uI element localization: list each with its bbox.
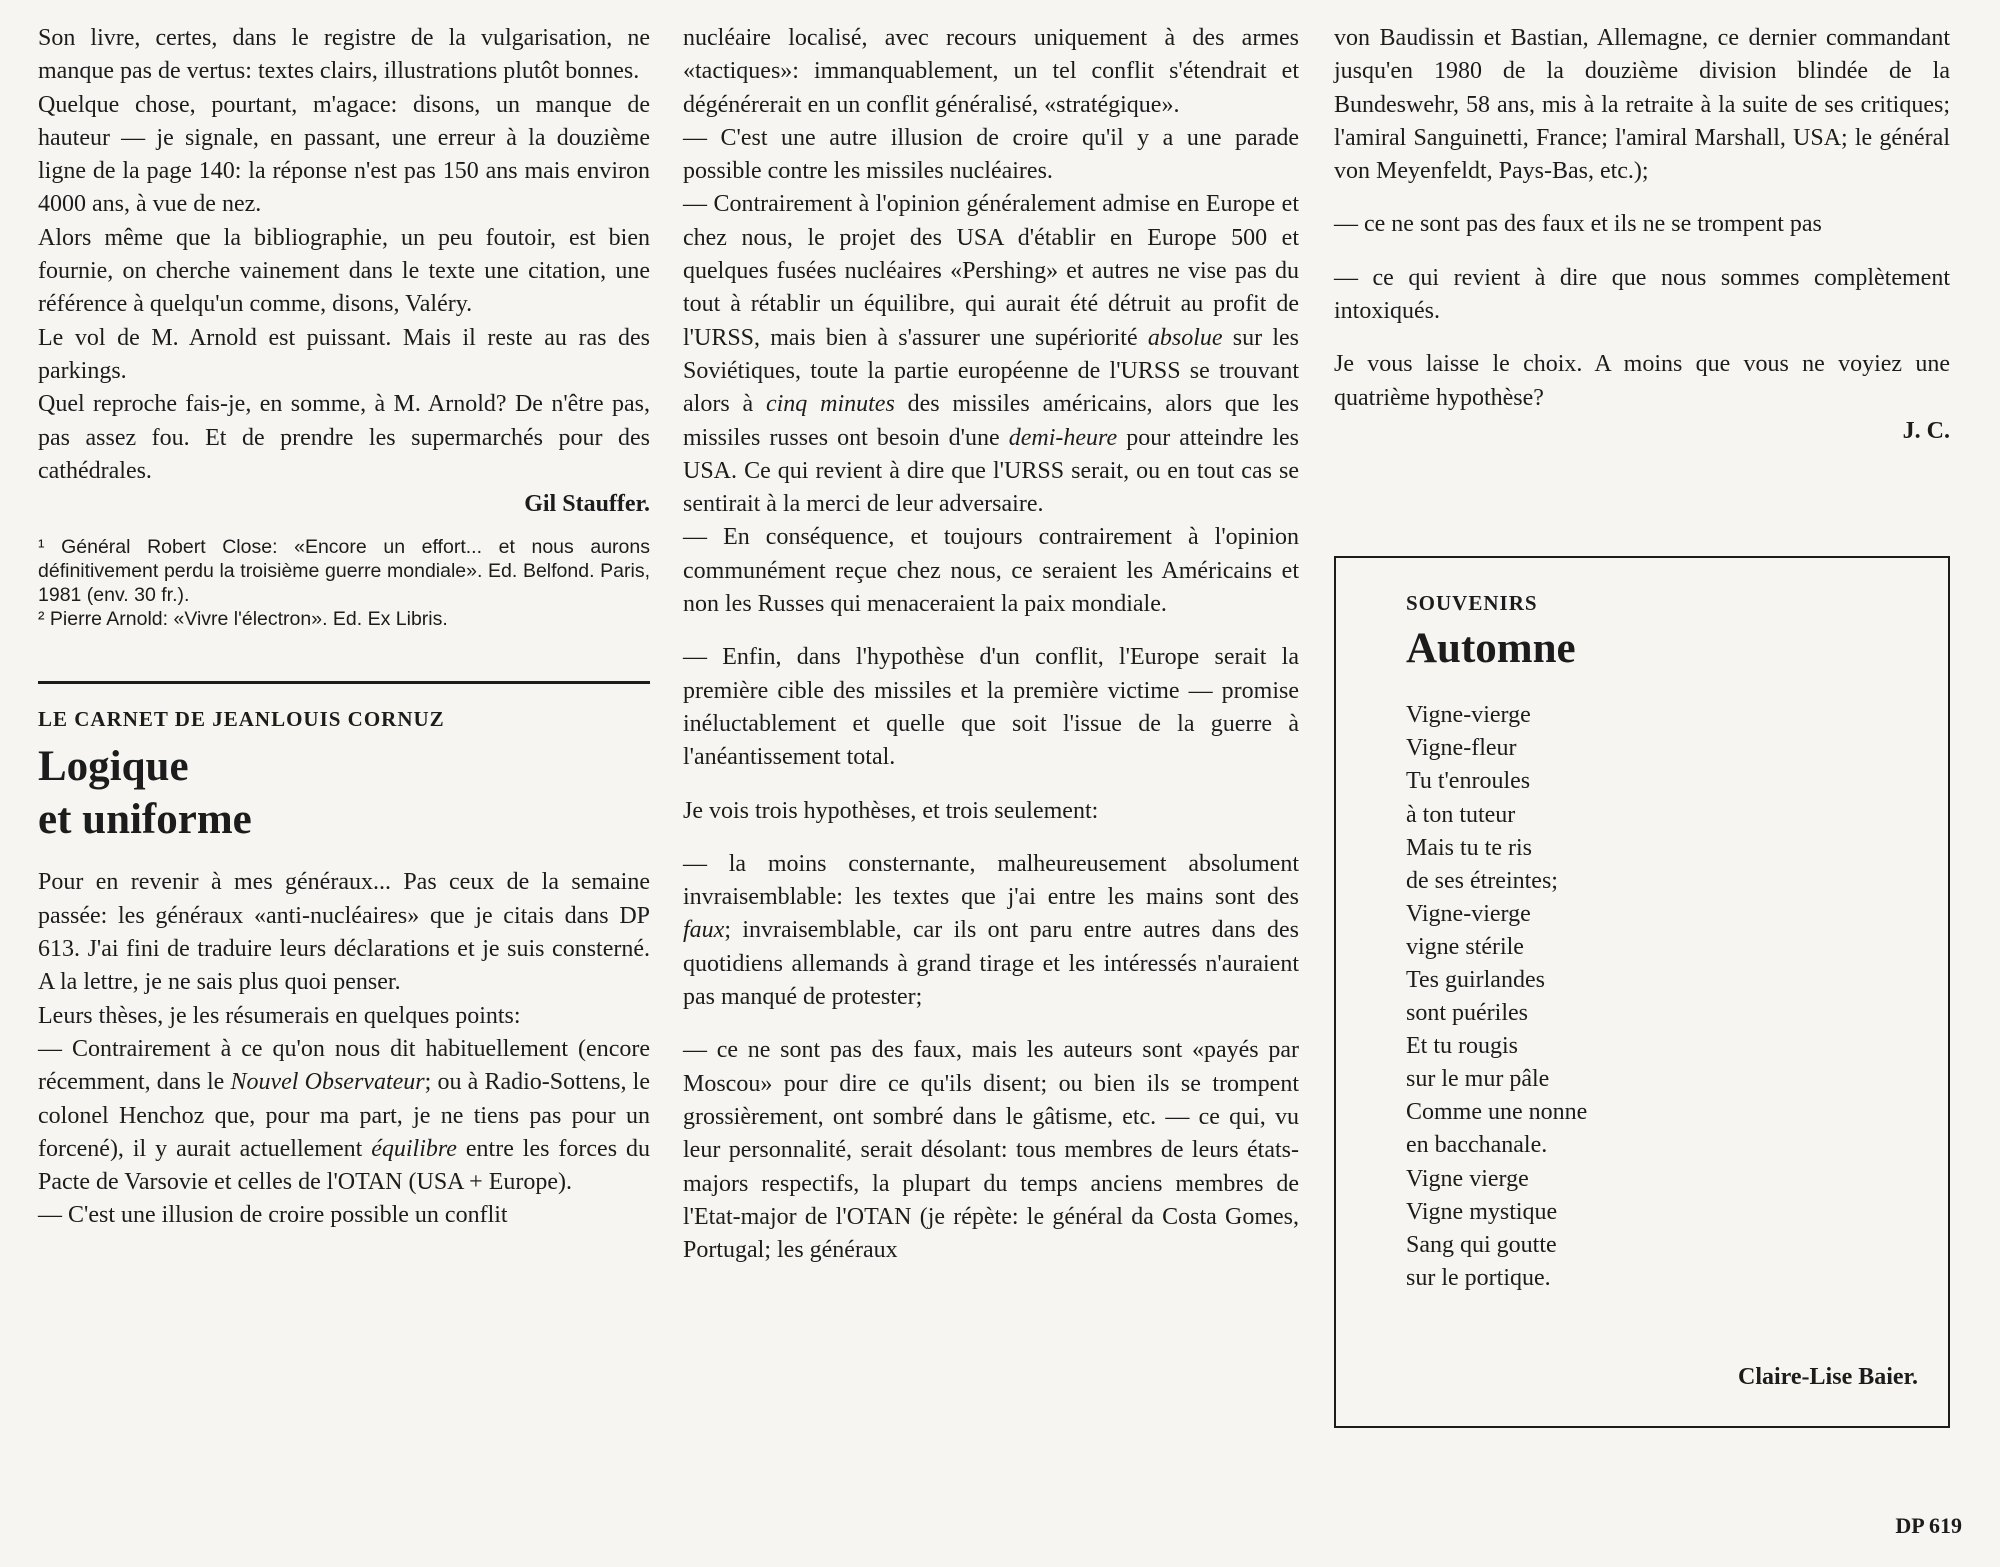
- poem-title: Automne: [1406, 625, 1576, 673]
- poem-line: en bacchanale.: [1406, 1132, 1548, 1159]
- poem-line: Sang qui goutte: [1406, 1231, 1557, 1258]
- section-divider: [38, 681, 650, 684]
- footnote-2: ² Pierre Arnold: «Vivre l'électron». Ed. Ex Libris.: [38, 608, 448, 631]
- paragraph: Quel reproche fais-je, en somme, à M. Arnold? De n'être pas, pas assez fou. Et de prendre les supermarchés pour des cathédrales.: [38, 391, 650, 484]
- hypothesis-1: — la moins consternante, malheureusement absolument invraisemblable: les textes que j'ai entre les mains sont des faux; invraisemblable, car ils ont paru entre autres dans des quotidiens allemands à grand tirage et les intéressés n'auraient pas manqué de protester;: [683, 850, 1299, 1011]
- paragraph: Leurs thèses, je les résumerais en quelques points:: [38, 1002, 521, 1029]
- poem-line: Vigne-fleur: [1406, 735, 1517, 762]
- hypothesis-2-end: von Baudissin et Bastian, Allemagne, ce dernier commandant jusqu'en 1980 de la douzième division blindée de la Bundeswehr, 58 ans, mis à la retraite à la suite de ses critiques; l'amiral Sanguinetti, France; l'amiral Marshall, USA; le général von Meyenfeldt, Pays-Bas, etc.);: [1334, 25, 1950, 185]
- article-title-line-1: Logique: [38, 743, 189, 791]
- section-kicker: LE CARNET DE JEANLOUIS CORNUZ: [38, 707, 445, 732]
- poem-box: [1334, 556, 1950, 1428]
- point-2-start: — C'est une illusion de croire possible un conflit: [38, 1202, 508, 1229]
- point-5: — En conséquence, et toujours contrairement à l'opinion communément reçue chez nous, ce seraient les Américains et non les Russes qui menaceraient la paix mondiale.: [683, 524, 1299, 618]
- point-6: — Enfin, dans l'hypothèse d'un conflit, l'Europe serait la première cible des missiles et la première victime — promise inéluctablement et quelle que soit l'issue de la guerre à l'anéantissement total.: [683, 644, 1299, 771]
- page-number: DP 619: [1895, 1513, 1962, 1538]
- paragraph: Alors même que la bibliographie, un peu foutoir, est bien fournie, on cherche vainement dans le texte une citation, une référence à quelqu'un comme, disons, Valéry.: [38, 224, 650, 318]
- poem-line: Tes guirlandes: [1406, 967, 1545, 994]
- point-4: — Contrairement à l'opinion généralement admise en Europe et chez nous, le projet des USA d'établir en Europe 500 et quelques fusées nucléaires «Pershing» et autres ne vise pas du tout à rétablir un équilibre, qui aurait été détruit au profit de l'URSS, mais bien à s'assurer une supériorité absolue sur les Soviétiques, toute la partie européenne de l'URSS se trouvant alors à cinq minutes des missiles américains, alors que les missiles russes ont besoin d'une demi-heure pour atteindre les USA. Ce qui revient à dire que l'URSS serait, ou en tout cas se sentirait à la merci de leur adversaire.: [683, 191, 1300, 518]
- signature-gil-stauffer: Gil Stauffer.: [524, 491, 650, 518]
- poem-line: vigne stérile: [1406, 933, 1524, 960]
- signature-jc: J. C.: [1902, 417, 1950, 444]
- column-3: [1334, 22, 1950, 1428]
- hypothesis-2-start: — ce ne sont pas des faux, mais les auteurs sont «payés par Moscou» pour dire ce qu'ils disent; ou bien ils se trompent grossièrement, ont sombré dans le gâtisme, etc. — ce qui, vu leur personnalité, serait désolant: tous membres de leurs états-majors respectifs, la plupart du temps anciens membres de l'Etat-major de l'OTAN (je répète: le général da Costa Gomes, Portugal; les généraux: [683, 1037, 1299, 1264]
- closing-paragraph: Je vous laisse le choix. A moins que vous ne voyiez une quatrième hypothèse?: [1334, 351, 1950, 411]
- column-2: [683, 22, 1299, 1267]
- poem-line: Mais tu te ris: [1406, 834, 1532, 861]
- poem-line: Vigne-vierge: [1406, 702, 1531, 729]
- poem-line: sont puériles: [1406, 1000, 1528, 1027]
- paragraph: Quelque chose, pourtant, m'agace: disons, un manque de hauteur — je signale, en passant, une erreur à la douzième ligne de la page 140: la réponse n'est pas 150 ans mais environ 4000 ans, à vue de nez.: [38, 91, 650, 218]
- poem-line: de ses étreintes;: [1406, 867, 1558, 894]
- poem-line: Vigne mystique: [1406, 1198, 1558, 1225]
- poem-kicker: SOUVENIRS: [1406, 591, 1538, 616]
- paragraph: Pour en revenir à mes généraux... Pas ceux de la semaine passée: les généraux «anti-nucléaires» que je citais dans DP 613. J'ai fini de traduire leurs déclarations et je suis consterné. A la lettre, je ne sais plus quoi penser.: [38, 869, 650, 996]
- footnotes: [38, 535, 650, 631]
- poem-line: Vigne vierge: [1406, 1165, 1529, 1192]
- footnote-1: ¹ Général Robert Close: «Encore un effort... et nous aurons définitivement perdu la troisième guerre mondiale». Ed. Belfond. Paris, 1981 (env. 30 fr.).: [38, 536, 650, 607]
- column-1: [38, 22, 650, 1233]
- poem-line: Vigne-vierge: [1406, 900, 1531, 927]
- poem-line: sur le mur pâle: [1406, 1066, 1550, 1093]
- hypothesis-3: — ce ne sont pas des faux et ils ne se trompent pas: [1334, 211, 1822, 238]
- poem-line: sur le portique.: [1406, 1264, 1551, 1291]
- paragraph: Son livre, certes, dans le registre de la vulgarisation, ne manque pas de vertus: textes clairs, illustrations plutôt bonnes.: [38, 25, 650, 85]
- article-title: [38, 740, 650, 846]
- point-3: — C'est une autre illusion de croire qu'il y a une parade possible contre les missiles nucléaires.: [683, 124, 1299, 185]
- poem-body: [1406, 699, 1918, 1295]
- hypotheses-intro: Je vois trois hypothèses, et trois seulement:: [683, 797, 1099, 824]
- paragraph: Le vol de M. Arnold est puissant. Mais il reste au ras des parkings.: [38, 324, 650, 384]
- poem-line: Comme une nonne: [1406, 1099, 1588, 1126]
- hypothesis-4: — ce qui revient à dire que nous sommes complètement intoxiqués.: [1334, 264, 1950, 325]
- poem-author: Claire-Lise Baier.: [1738, 1363, 1918, 1390]
- point-2-end: nucléaire localisé, avec recours uniquement à des armes «tactiques»: immanquablement, un tel conflit s'étendrait et dégénérerait en un conflit généralisé, «stratégique».: [683, 25, 1299, 118]
- point-1: — Contrairement à ce qu'on nous dit habituellement (encore récemment, dans le Nouvel Observateur; ou à Radio-Sottens, le colonel Henchoz que, pour ma part, je ne tiens pas pour un forcené), il y aurait actuellement équilibre entre les forces du Pacte de Varsovie et celles de l'OTAN (USA + Europe).: [38, 1035, 650, 1196]
- poem-line: Tu t'enroules: [1406, 768, 1531, 795]
- poem-line: Et tu rougis: [1406, 1033, 1518, 1060]
- poem-line: à ton tuteur: [1406, 801, 1516, 828]
- article-title-line-2: et uniforme: [38, 796, 252, 844]
